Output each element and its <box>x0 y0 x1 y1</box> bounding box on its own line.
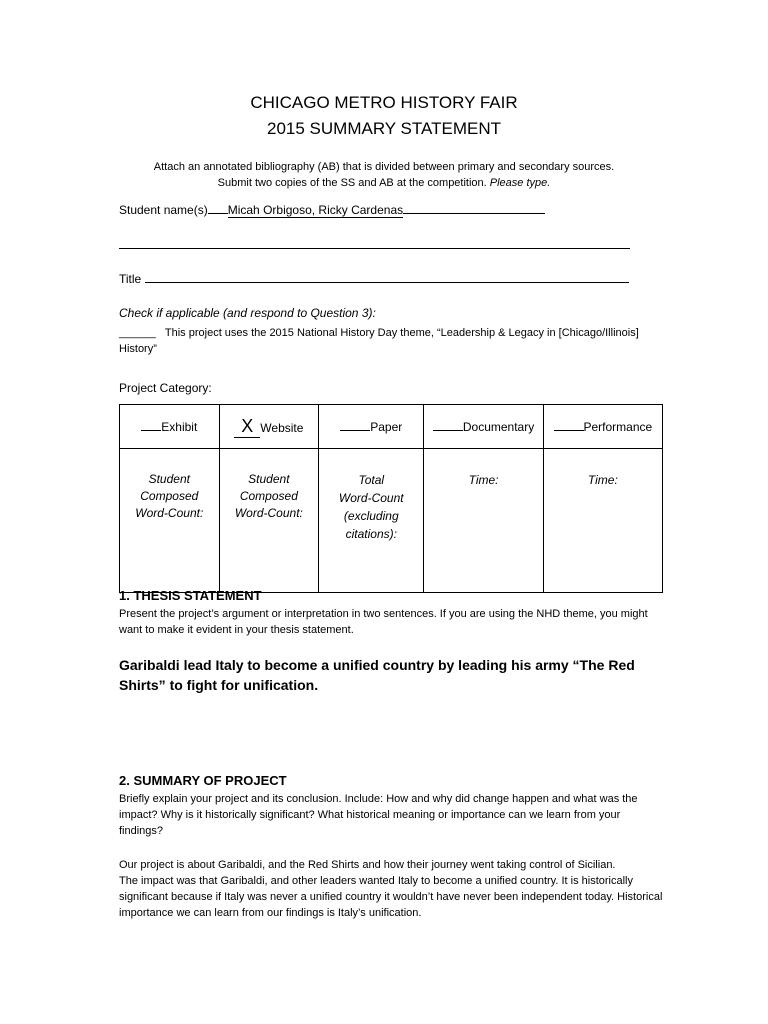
document-subtitle: 2015 SUMMARY STATEMENT <box>267 119 501 138</box>
thesis-answer[interactable] <box>119 655 679 695</box>
extra-name-rule <box>119 236 630 249</box>
documentary-cell-line: Time: <box>468 473 499 487</box>
section-2-prompt-line: impact? Why is it historically significant? What historical meaning or importance can we learn from your <box>119 809 621 821</box>
paper-cell-line: Word-Count <box>338 491 404 505</box>
theme-line-2: History” <box>119 343 157 355</box>
instruction-line-1: Attach an annotated bibliography (AB) that is divided between primary and secondary sources. <box>153 161 615 173</box>
thesis-answer-line: Shirts” to fight for unification. <box>119 677 319 693</box>
student-name-rule-tail <box>403 201 545 214</box>
category-paper[interactable] <box>319 405 424 449</box>
category-detail-row <box>120 449 663 593</box>
performance-blank <box>554 420 584 431</box>
exhibit-cell-line: Student <box>148 472 190 486</box>
section-2-heading: 2. SUMMARY OF PROJECT <box>119 773 287 788</box>
student-name-extra-line[interactable] <box>119 236 630 252</box>
exhibit-cell-line: Word-Count: <box>135 506 204 520</box>
exhibit-blank <box>141 420 161 431</box>
section-2-prompt <box>119 791 679 839</box>
student-name-rule-lead <box>208 201 228 214</box>
paper-label: Paper <box>370 419 403 434</box>
exhibit-word-count[interactable] <box>120 449 220 593</box>
student-name-label: Student name(s) <box>119 203 208 217</box>
exhibit-label: Exhibit <box>161 419 198 434</box>
theme-text: This project uses the 2015 National History Day theme, “Leadership & Legacy in [Chicago/Illinois] <box>164 327 639 339</box>
project-category-table <box>119 404 663 593</box>
website-cell-line: Word-Count: <box>234 506 303 520</box>
document-title: CHICAGO METRO HISTORY FAIR <box>250 93 518 112</box>
instruction-line-2-text: Submit two copies of the SS and AB at the competition. <box>217 177 487 189</box>
website-label: Website <box>260 420 304 435</box>
student-name-value[interactable]: Micah Orbigoso, Ricky Cardenas <box>227 203 404 217</box>
paper-cell-line: citations): <box>345 527 397 541</box>
thesis-answer-line: Garibaldi lead Italy to become a unified country by leading his army “The Red <box>119 657 635 673</box>
category-website[interactable] <box>219 405 319 449</box>
student-name-row <box>119 201 545 217</box>
section-1-prompt-line: want to make it evident in your thesis statement. <box>119 624 354 636</box>
summary-answer-line: significant because if Italy was never a unified country it wouldn’t have never been independent today. Historical <box>119 891 663 903</box>
summary-answer-line: The impact was that Garibaldi, and other leaders wanted Italy to become a unified country. It is historically <box>119 875 633 887</box>
title-row <box>119 270 629 286</box>
performance-cell-line: Time: <box>587 473 618 487</box>
paper-word-count[interactable] <box>319 449 424 593</box>
section-2-prompt-line: findings? <box>119 825 164 837</box>
section-1-prompt <box>119 606 679 638</box>
project-category-label: Project Category: <box>119 381 212 395</box>
website-selected-mark: X <box>241 415 254 436</box>
website-cell-line: Student <box>248 472 290 486</box>
paper-cell-line: Total <box>358 473 385 487</box>
documentary-blank <box>433 420 463 431</box>
section-1-prompt-line: Present the project’s argument or interpretation in two sentences. If you are using the NHD theme, you might <box>119 608 648 620</box>
website-blank <box>234 416 260 438</box>
theme-heading: Check if applicable (and respond to Question 3): <box>119 306 376 320</box>
title-input-rule[interactable] <box>145 270 629 283</box>
summary-answer-line: importance we can learn from our findings is Italy’s unification. <box>119 907 422 919</box>
paper-blank <box>340 420 370 431</box>
summary-answer[interactable] <box>119 857 679 921</box>
instruction-please-type: Please type. <box>489 177 551 189</box>
section-1-heading: 1. THESIS STATEMENT <box>119 588 262 603</box>
category-header-row <box>120 405 663 449</box>
documentary-label: Documentary <box>462 419 535 434</box>
theme-line-1 <box>119 327 639 339</box>
title-label: Title <box>119 272 142 286</box>
performance-time[interactable] <box>543 449 662 593</box>
performance-label: Performance <box>583 419 653 434</box>
website-cell-line: Composed <box>239 489 298 503</box>
category-exhibit[interactable] <box>120 405 220 449</box>
instruction-line-2 <box>0 177 768 189</box>
paper-cell-line: (excluding <box>343 509 399 523</box>
website-word-count[interactable] <box>219 449 319 593</box>
documentary-time[interactable] <box>424 449 543 593</box>
exhibit-cell-line: Composed <box>140 489 199 503</box>
category-performance[interactable] <box>543 405 662 449</box>
section-2-prompt-line: Briefly explain your project and its conclusion. Include: How and why did change happen and what was the <box>119 793 638 805</box>
summary-answer-line: Our project is about Garibaldi, and the Red Shirts and how their journey went taking control of Sicilian. <box>119 859 616 871</box>
category-documentary[interactable] <box>424 405 543 449</box>
theme-check-blank[interactable]: ______ <box>119 327 156 339</box>
